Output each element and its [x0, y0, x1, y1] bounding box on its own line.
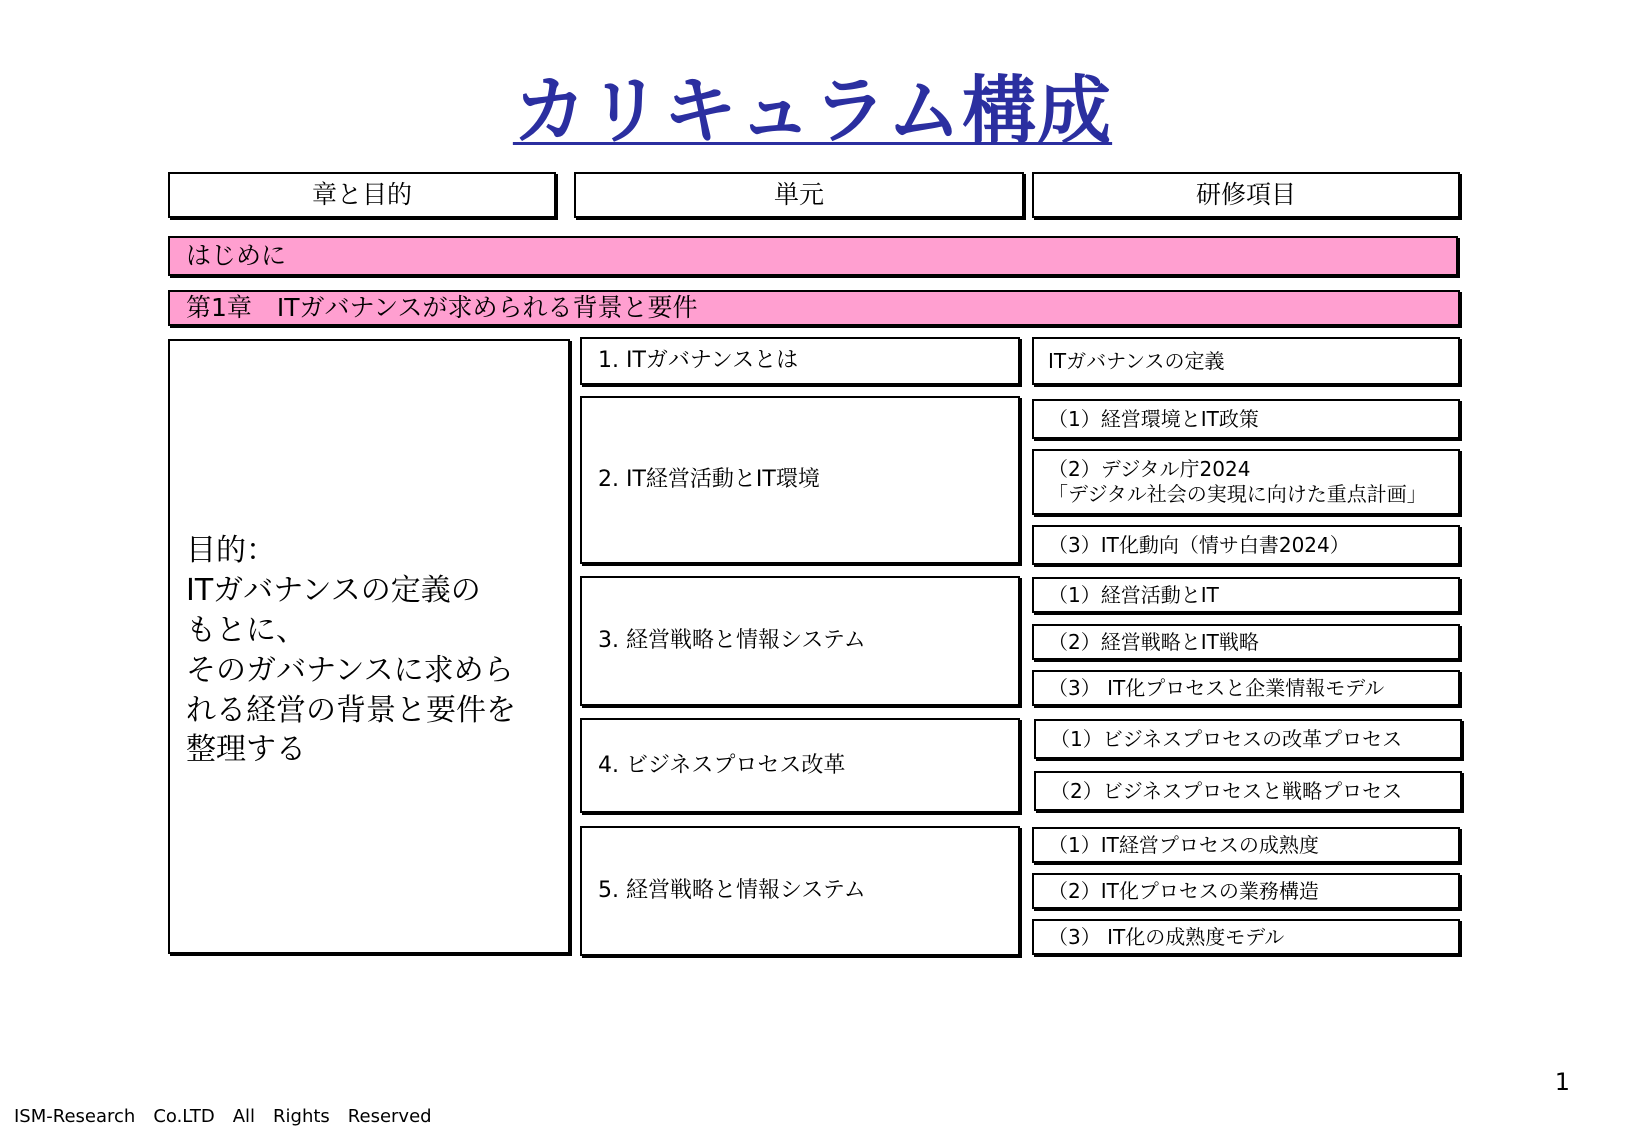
- item-4-1: （1）ビジネスプロセスの改革プロセス: [1034, 719, 1462, 759]
- item-3-3: （3） IT化プロセスと企業情報モデル: [1032, 670, 1460, 706]
- header-chapter: 章と目的: [168, 172, 556, 218]
- unit-5: 5. 経営戦略と情報システム: [580, 826, 1020, 956]
- purpose-line: ITガバナンスの定義の: [186, 572, 481, 608]
- item-2-3: （3）IT化動向（情サ白書2024）: [1032, 525, 1460, 565]
- item-5-1: （1）IT経営プロセスの成熟度: [1032, 827, 1460, 863]
- unit-2: 2. IT経営活動とIT環境: [580, 396, 1020, 564]
- purpose-line: そのガバナンスに求めら: [186, 652, 514, 688]
- item-1-1: ITガバナンスの定義: [1032, 337, 1460, 385]
- purpose-line: 目的：: [186, 533, 276, 568]
- purpose-line: もとに、: [186, 612, 306, 648]
- section-chapter1: 第1章 ITガバナンスが求められる背景と要件: [168, 290, 1460, 326]
- purpose-line: れる経営の背景と要件を: [186, 692, 516, 728]
- item-2-2-line2: 「デジタル社会の実現に向けた重点計画」: [1048, 482, 1427, 506]
- unit-3: 3. 経営戦略と情報システム: [580, 576, 1020, 706]
- item-3-2: （2）経営戦略とIT戦略: [1032, 624, 1460, 660]
- page-title: [0, 52, 1625, 158]
- item-3-1: （1）経営活動とIT: [1032, 577, 1460, 613]
- header-items: 研修項目: [1032, 172, 1460, 218]
- item-2-2-line1: （2）デジタル庁2024: [1048, 457, 1251, 481]
- item-5-3: （3） IT化の成熟度モデル: [1032, 919, 1460, 955]
- item-2-1: （1）経営環境とIT政策: [1032, 399, 1460, 439]
- purpose-box: [168, 339, 570, 954]
- unit-4: 4. ビジネスプロセス改革: [580, 718, 1020, 813]
- item-5-2: （2）IT化プロセスの業務構造: [1032, 873, 1460, 909]
- section-intro: はじめに: [168, 236, 1458, 276]
- page-title-text: カリキュラム構成: [512, 68, 1113, 154]
- footer-copyright: ISM-Research Co.LTD All Rights Reserved: [14, 1106, 432, 1127]
- item-2-2: [1032, 449, 1460, 515]
- purpose-line: 整理する: [186, 732, 306, 768]
- item-4-2: （2）ビジネスプロセスと戦略プロセス: [1034, 771, 1462, 811]
- unit-1: 1. ITガバナンスとは: [580, 337, 1020, 385]
- page-number: 1: [1554, 1068, 1570, 1096]
- header-unit: 単元: [574, 172, 1024, 218]
